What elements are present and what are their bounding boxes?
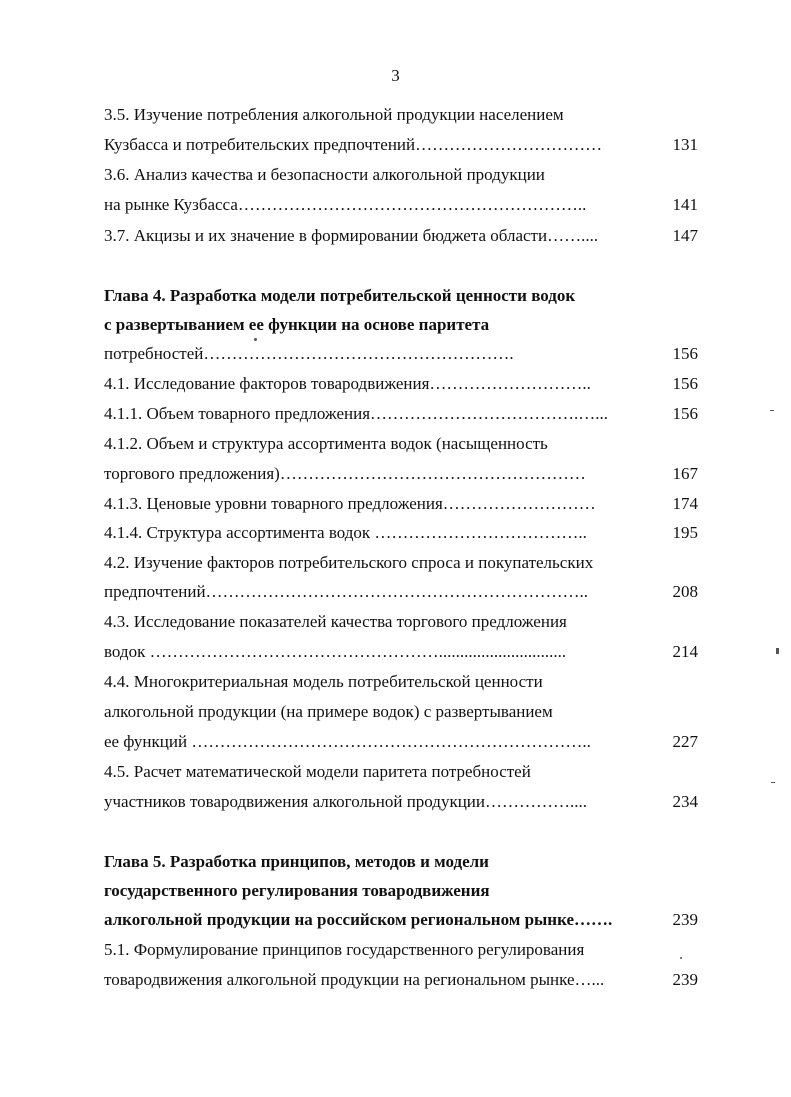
- toc-line: на рынке Кузбасса……………………………………………………..: [104, 195, 587, 214]
- chapter-heading: Глава 5. Разработка принципов, методов и модели: [104, 852, 489, 871]
- chapter-heading: Глава 4. Разработка модели потребительской ценности водок: [104, 286, 576, 305]
- scan-speck: [776, 648, 779, 654]
- toc-page-number: 156: [672, 374, 698, 393]
- toc-page-number: 239: [672, 970, 698, 989]
- toc-page-number: 156: [672, 404, 698, 423]
- toc-line: 4.1.2. Объем и структура ассортимента водок (насыщенность: [104, 434, 548, 453]
- toc-line: 4.2. Изучение факторов потребительского спроса и покупательских: [104, 553, 594, 572]
- toc-line: 3.7. Акцизы и их значение в формировании бюджета области……....: [104, 226, 599, 245]
- toc-line: 3.5. Изучение потребления алкогольной продукции населением: [104, 105, 564, 124]
- toc-line: алкогольной продукции (на примере водок) с развертыванием: [104, 702, 553, 721]
- chapter-heading: алкогольной продукции на российском региональном рынке…….: [104, 910, 613, 929]
- toc-line: предпочтений…………………………………………………………..: [104, 582, 589, 601]
- toc-line: 4.1.1. Объем товарного предложения……………………………….…...: [104, 404, 609, 423]
- toc-line: 4.1.3. Ценовые уровни товарного предложения………………………: [104, 494, 596, 513]
- toc-line: 3.6. Анализ качества и безопасности алкогольной продукции: [104, 165, 545, 184]
- toc-line: торгового предложения)………………………………………………: [104, 464, 586, 483]
- toc-line: потребностей……………………………………………….: [104, 344, 514, 363]
- toc-line: 4.3. Исследование показателей качества торгового предложения: [104, 612, 567, 631]
- toc-line: участников товародвижения алкогольной продукции……………....: [104, 792, 587, 811]
- toc-line: 4.1. Исследование факторов товародвижения………………………..: [104, 374, 591, 393]
- toc-line: ее функций ……………………………………………………………..: [104, 732, 591, 751]
- toc-line: водок ……………………………………………..............................: [104, 642, 567, 661]
- chapter-heading: с развертыванием ее функции на основе паритета: [104, 315, 490, 334]
- toc-line: 4.5. Расчет математической модели паритета потребностей: [104, 762, 531, 781]
- toc-line: 4.1.4. Структура ассортимента водок ………………………………..: [104, 523, 587, 542]
- toc-page-number: 195: [672, 523, 698, 542]
- toc-page-number: 208: [672, 582, 698, 601]
- scan-speck: [771, 782, 775, 783]
- toc-page-number: 141: [672, 195, 698, 214]
- scan-speck: [770, 410, 774, 411]
- toc-page-number: 227: [672, 732, 698, 751]
- page-number: 3: [391, 66, 400, 85]
- toc-page-number: 156: [672, 344, 698, 363]
- chapter-heading: государственного регулирования товародвижения: [104, 881, 490, 900]
- toc-page-number: 131: [672, 135, 698, 154]
- toc-page-number: 239: [672, 910, 698, 929]
- toc-page-number: 234: [672, 792, 698, 811]
- toc-line: Кузбасса и потребительских предпочтений……………………………: [104, 135, 603, 154]
- toc-line: 5.1. Формулирование принципов государственного регулирования: [104, 940, 585, 959]
- scan-speck: [254, 338, 257, 341]
- toc-line: 4.4. Многокритериальная модель потребительской ценности: [104, 672, 543, 691]
- toc-page-number: 167: [672, 464, 698, 483]
- toc-page-number: 174: [672, 494, 698, 513]
- toc-line: товародвижения алкогольной продукции на региональном рынке…...: [104, 970, 605, 989]
- toc-page-number: 214: [672, 642, 698, 661]
- scan-speck: [680, 957, 682, 959]
- toc-page-number: 147: [672, 226, 698, 245]
